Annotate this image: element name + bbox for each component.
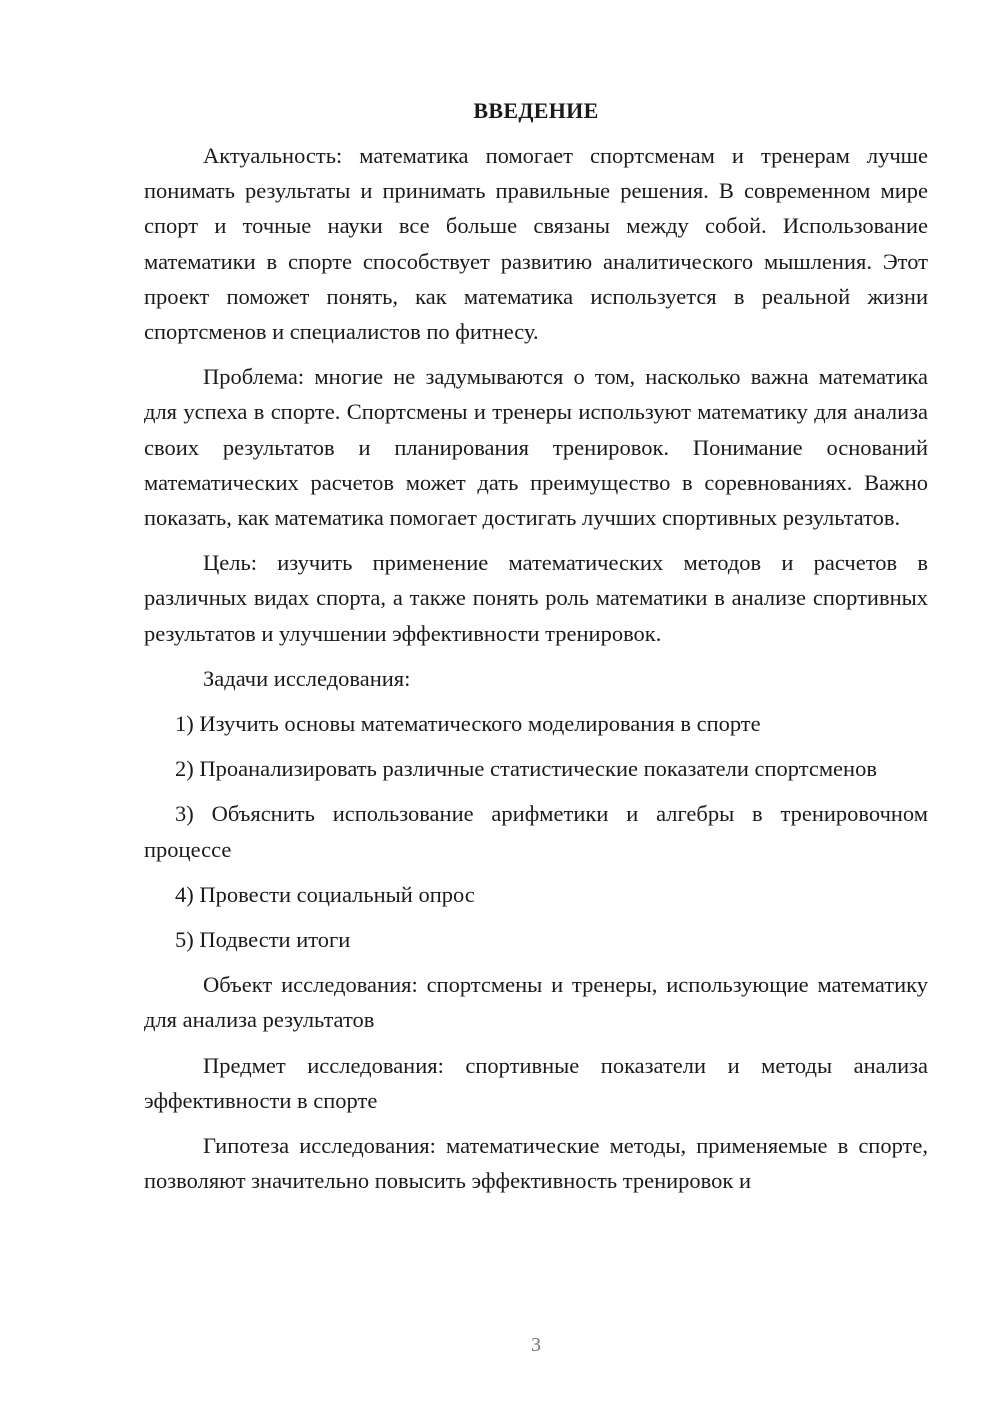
paragraph-object: Объект исследования: спортсмены и тренеры, использующие математику для анализа результатов: [144, 972, 928, 1033]
paragraph-subject: Предмет исследования: спортивные показатели и методы анализа эффективности в спорте: [144, 1052, 928, 1113]
paragraph-goal: Цель: изучить применение математических методов и расчетов в различных видах спорта, а также понять роль математики в анализе спортивных результатов и улучшении эффективности тренировок.: [144, 550, 928, 646]
task-item-1: 1) Изучить основы математического моделирования в спорте: [175, 711, 761, 737]
page-title: ВВЕДЕНИЕ: [473, 98, 599, 123]
task-item-4: 4) Провести социальный опрос: [175, 881, 475, 907]
document-page: [144, 96, 928, 1208]
paragraph-relevance: Актуальность: математика помогает спортсменам и тренерам лучше понимать результаты и принимать правильные решения. В современном мире спорт и точные науки все больше связаны между собой. Использование математики в спорте способствует развитию аналитического мышления. Этот проект поможет понять, как математика используется в реальной жизни спортсменов и специалистов по фитнесу.: [144, 143, 928, 345]
paragraph-problem: Проблема: многие не задумываются о том, насколько важна математика для успеха в спорте. Спортсмены и тренеры используют математику для анализа своих результатов и планирования тренировок. Понимание оснований математических расчетов может дать преимущество в соревнованиях. Важно показать, как математика помогает достигать лучших спортивных результатов.: [144, 364, 928, 531]
page-number: 3: [531, 1334, 541, 1356]
task-item-2: 2) Проанализировать различные статистические показатели спортсменов: [175, 756, 877, 782]
task-item-5: 5) Подвести итоги: [175, 927, 351, 953]
paragraph-hypothesis: Гипотеза исследования: математические методы, применяемые в спорте, позволяют значительно повысить эффективность тренировок и: [144, 1133, 928, 1194]
tasks-heading: Задачи исследования:: [203, 665, 411, 691]
task-item-3: 3) Объяснить использование арифметики и алгебры в тренировочном процессе: [144, 801, 928, 862]
